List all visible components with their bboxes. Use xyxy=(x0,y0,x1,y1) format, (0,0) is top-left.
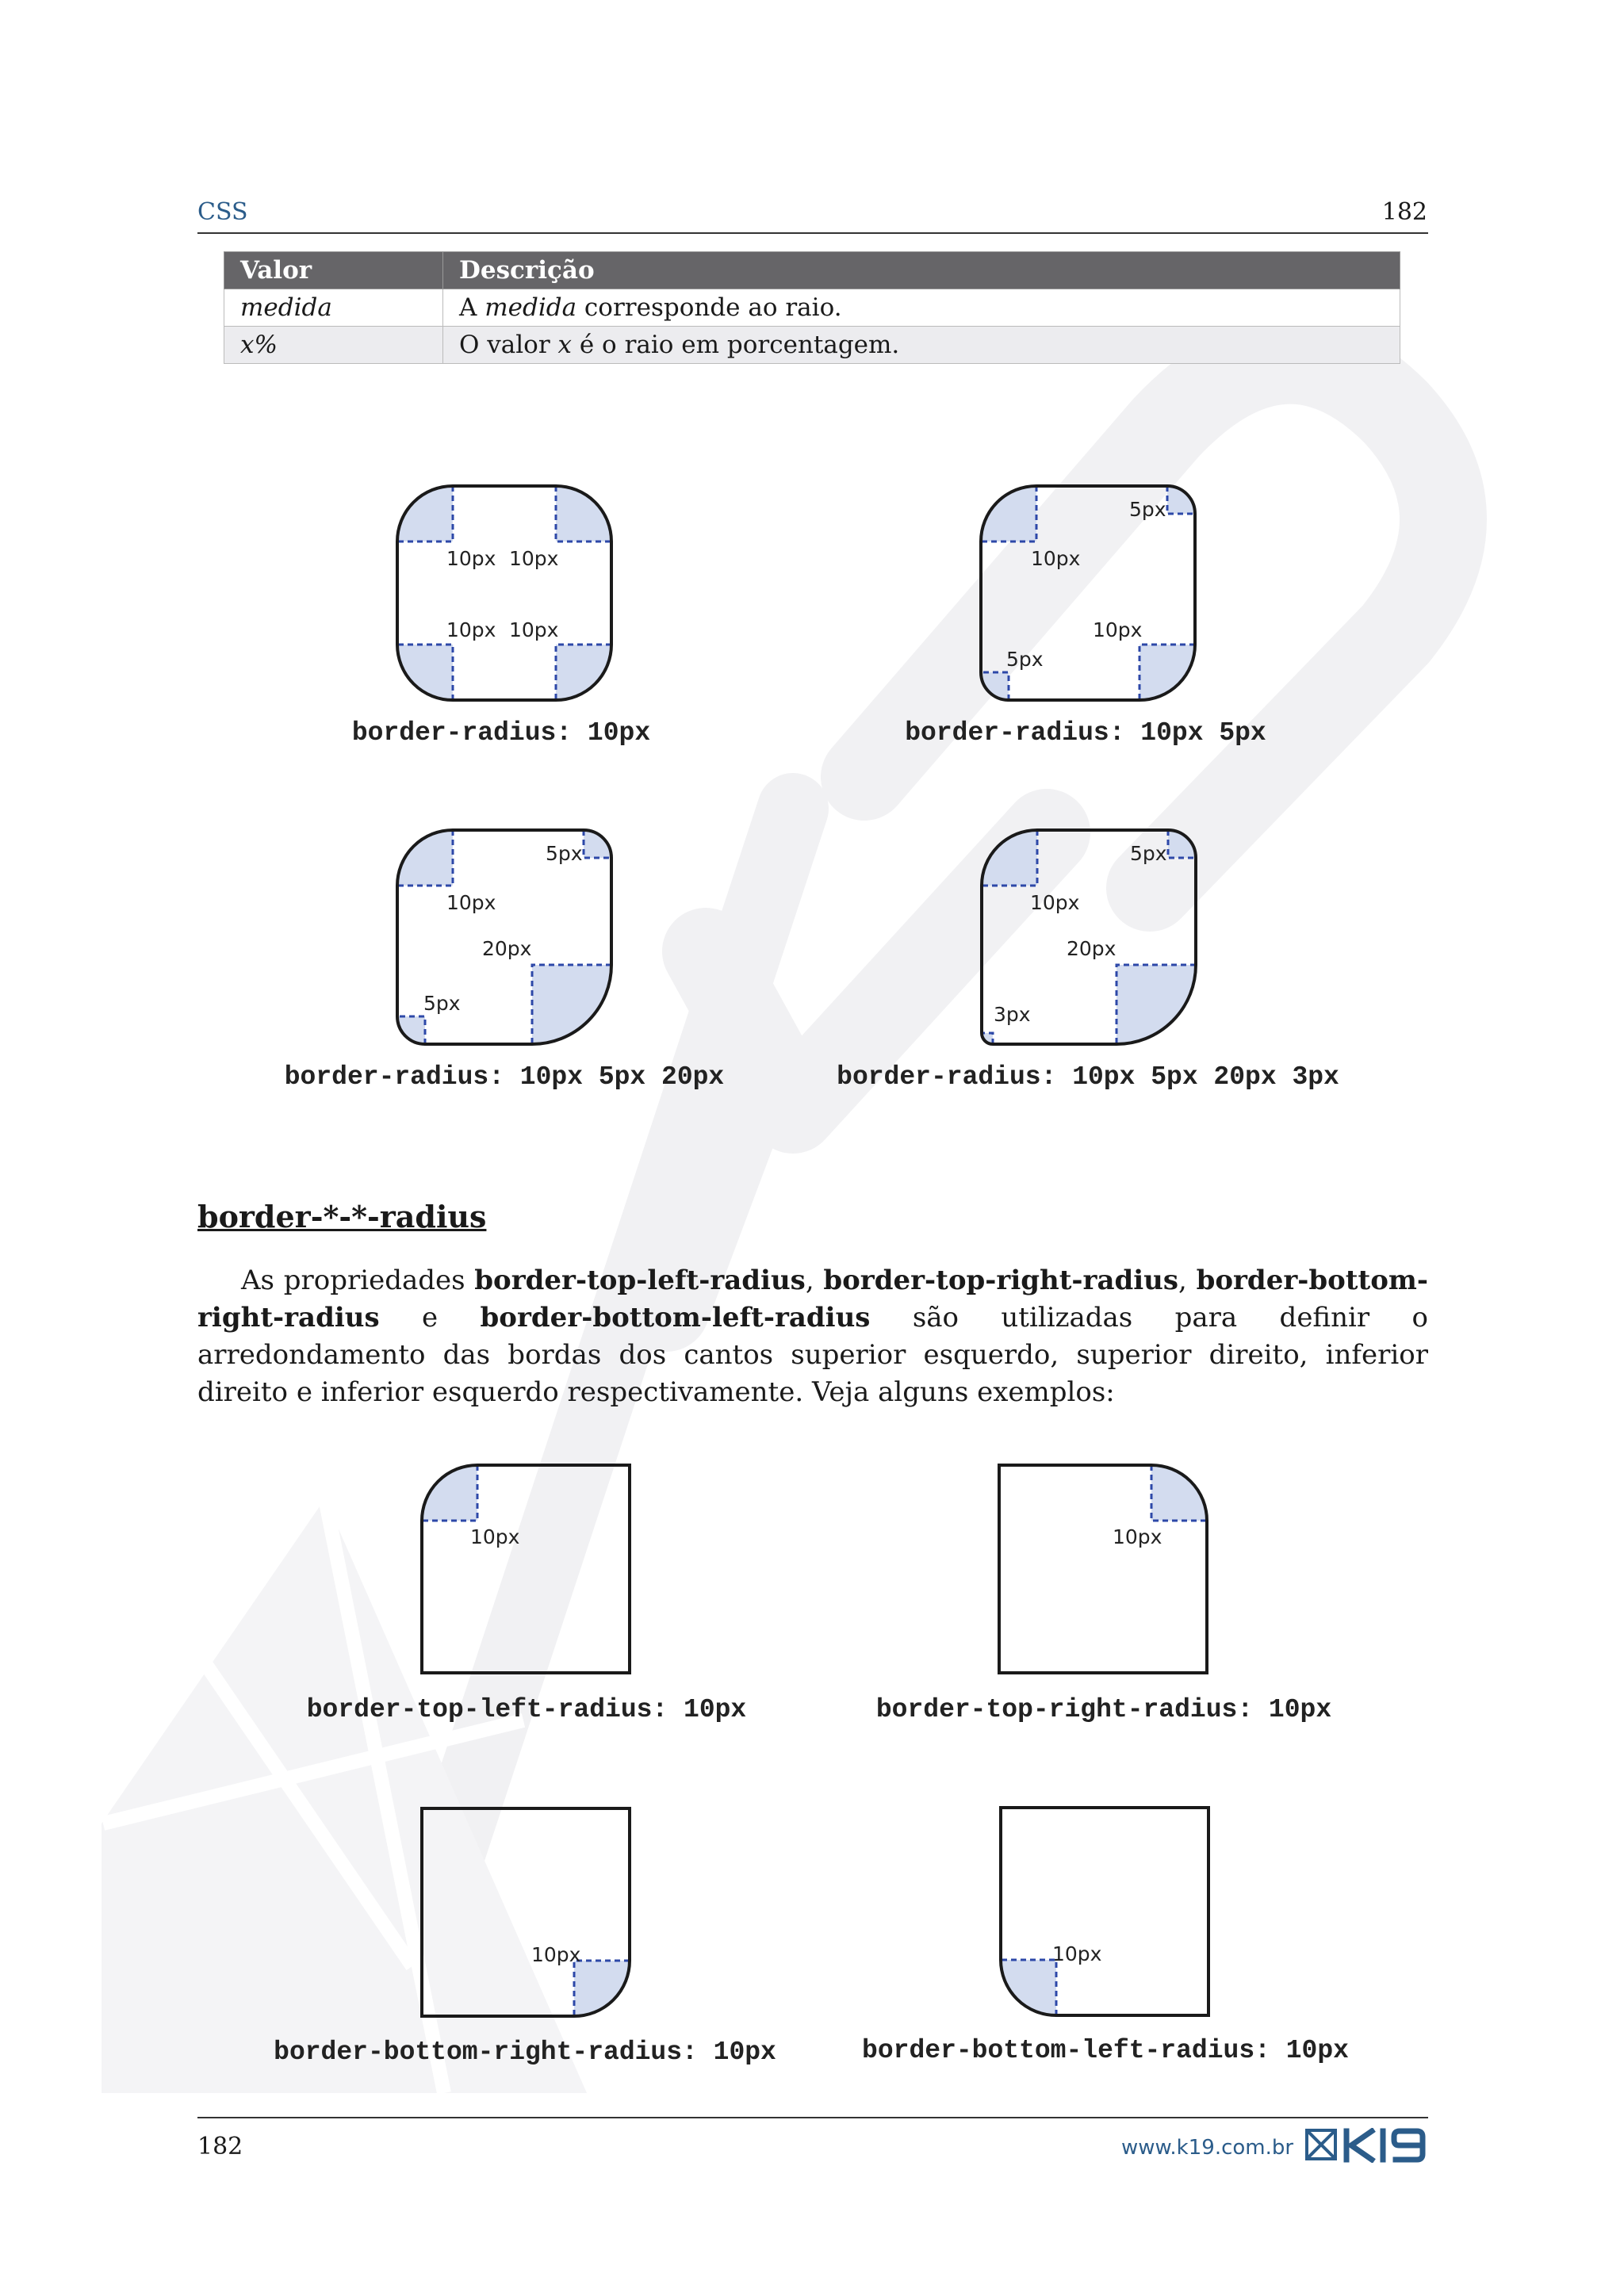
corner-label: 10px xyxy=(1093,618,1143,641)
header-divider xyxy=(197,232,1428,234)
caption-border-top-left-radius: border-top-left-radius: 10px xyxy=(306,1695,747,1724)
figure-border-top-left-radius xyxy=(418,1461,634,1680)
table-header-row xyxy=(224,252,1400,289)
corner-label: 5px xyxy=(423,992,461,1015)
k19-logo xyxy=(1305,2128,1429,2166)
corner-label: 5px xyxy=(546,842,583,865)
figure-border-radius-10px-5px-20px xyxy=(393,826,615,1051)
table-cell-value: medida xyxy=(224,289,443,327)
corner-label: 10px xyxy=(1030,891,1080,914)
corner-label: 20px xyxy=(1067,937,1116,960)
corner-label: 10px xyxy=(446,547,496,570)
table-row xyxy=(224,327,1400,364)
corner-label: 10px xyxy=(446,891,496,914)
figure-border-radius-10px xyxy=(393,482,615,707)
corner-label: 10px xyxy=(1113,1525,1162,1548)
caption-border-radius-10px-5px: border-radius: 10px 5px xyxy=(905,718,1266,748)
corner-label: 10px xyxy=(531,1943,581,1966)
table-cell-description: O valor x é o raio em porcentagem. xyxy=(443,327,1400,364)
corner-label: 10px xyxy=(470,1525,520,1548)
corner-label: 10px xyxy=(446,618,496,641)
header-page-number: 182 xyxy=(1381,198,1427,226)
figure-border-bottom-right-radius xyxy=(418,1804,634,2023)
section-title: border-*-*-radius xyxy=(197,1199,487,1234)
corner-label: 10px xyxy=(1031,547,1081,570)
corner-label: 10px xyxy=(1052,1942,1102,1965)
header-section-title: CSS xyxy=(197,198,248,226)
figure-border-bottom-left-radius xyxy=(997,1804,1212,2022)
corner-label: 3px xyxy=(994,1003,1031,1026)
caption-border-radius-10px-5px-20px-3px: border-radius: 10px 5px 20px 3px xyxy=(837,1062,1339,1092)
corner-label: 20px xyxy=(482,937,532,960)
footer-url-link[interactable]: www.k19.com.br xyxy=(1121,2136,1294,2160)
corner-label: 5px xyxy=(1129,498,1166,521)
footer-divider xyxy=(197,2117,1428,2118)
section-paragraph: As propriedades border-top-left-radius, border-top-right-radius, border-bottom-right-radius e border-bottom-left-radius são utilizadas para definir o arredondamento das bordas dos cantos superior esquerdo, superior direito, inferior direito e inferior esquerdo respectivamente. Veja alguns exemplos: xyxy=(197,1265,1428,1408)
table-cell-value: x% xyxy=(224,327,443,364)
caption-border-bottom-left-radius: border-bottom-left-radius: 10px xyxy=(862,2036,1349,2065)
corner-label: 5px xyxy=(1130,842,1167,865)
table-row xyxy=(224,289,1400,327)
figure-border-top-right-radius xyxy=(995,1461,1211,1680)
figure-border-radius-10px-5px-20px-3px xyxy=(978,826,1200,1051)
corner-label: 10px xyxy=(509,547,559,570)
table-header-descricao: Descrição xyxy=(443,252,1400,289)
footer-page-number: 182 xyxy=(197,2133,243,2160)
values-table xyxy=(224,251,1400,364)
caption-border-radius-10px-5px-20px: border-radius: 10px 5px 20px xyxy=(284,1062,725,1092)
corner-label: 10px xyxy=(509,618,559,641)
caption-border-radius-10px: border-radius: 10px xyxy=(351,718,651,748)
k19-logo-mark xyxy=(1305,2128,1429,2163)
table-cell-description: A medida corresponde ao raio. xyxy=(443,289,1400,327)
caption-border-bottom-right-radius: border-bottom-right-radius: 10px xyxy=(274,2038,776,2067)
table-header-valor: Valor xyxy=(224,252,443,289)
figure-border-radius-10px-5px xyxy=(977,482,1199,707)
corner-label: 5px xyxy=(1006,648,1044,671)
caption-border-top-right-radius: border-top-right-radius: 10px xyxy=(875,1695,1332,1724)
